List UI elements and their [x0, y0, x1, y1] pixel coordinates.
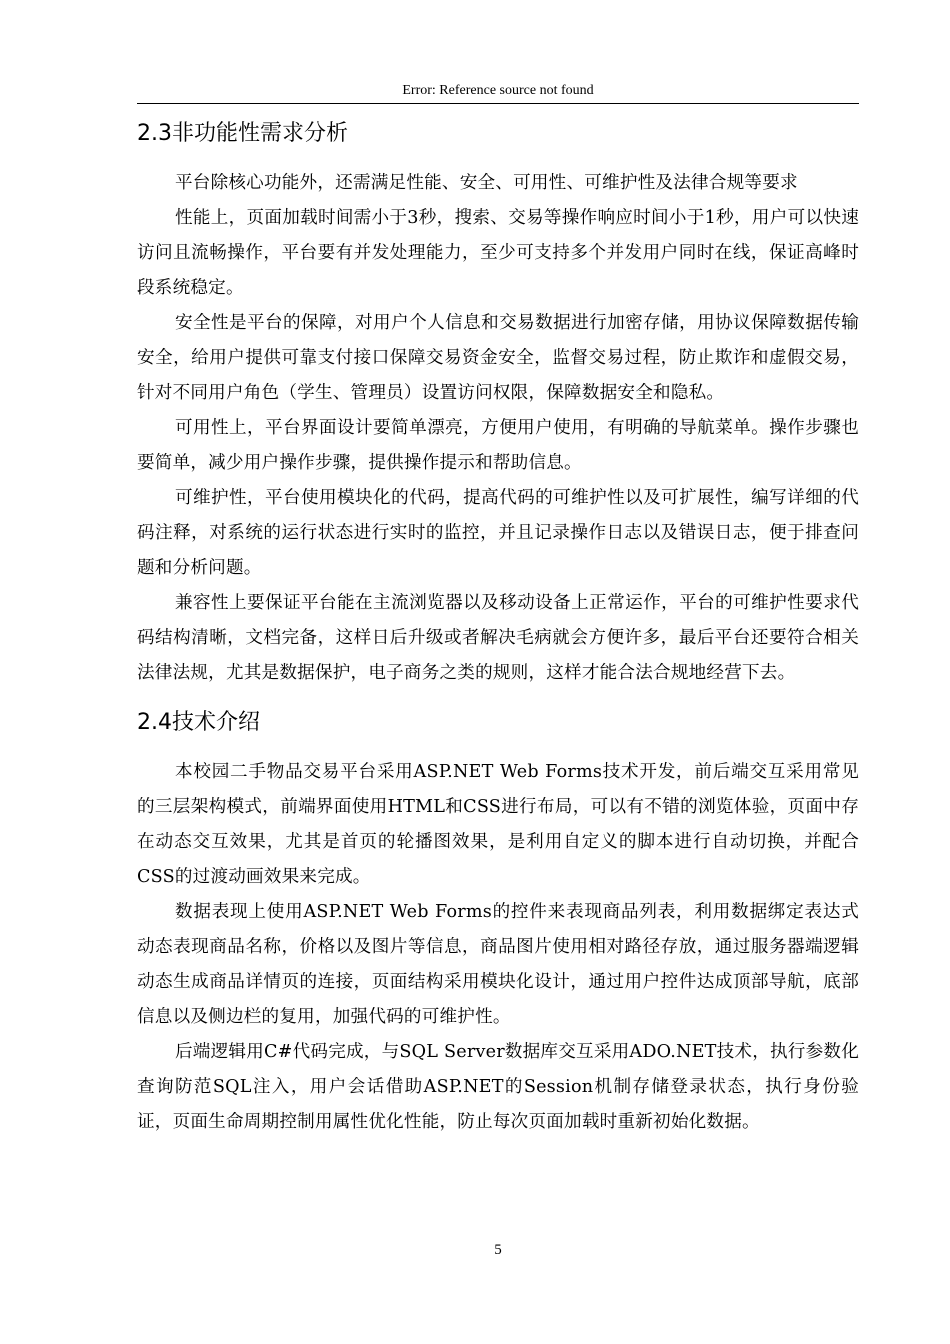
- paragraph: 可用性上，平台界面设计要简单漂亮，方便用户使用，有明确的导航菜单。操作步骤也要简单，减少用户操作步骤，提供操作提示和帮助信息。: [137, 418, 859, 473]
- header-rule: [137, 103, 859, 104]
- section-2-3: [137, 116, 859, 691]
- paragraph: 后端逻辑用C#代码完成，与SQL Server数据库交互采用ADO.NET技术，执行参数化查询防范SQL注入，用户会话借助ASP.NET的Session机制存储登录状态，执行身份验证，页面生命周期控制用属性优化性能，防止每次页面加载时重新初始化数据。: [137, 1042, 859, 1132]
- paragraph: 可维护性，平台使用模块化的代码，提高代码的可维护性以及可扩展性，编写详细的代码注释，对系统的运行状态进行实时的监控，并且记录操作日志以及错误日志，便于排查问题和分析问题。: [137, 488, 859, 578]
- section-heading: 2.4技术介绍: [137, 710, 260, 735]
- page-number: 5: [494, 1242, 502, 1258]
- paragraph: 安全性是平台的保障，对用户个人信息和交易数据进行加密存储，用协议保障数据传输安全，给用户提供可靠支付接口保障交易资金安全，监督交易过程，防止欺诈和虚假交易，针对不同用户角色（学生、管理员）设置访问权限，保障数据安全和隐私。: [137, 313, 859, 403]
- page-body: [137, 116, 859, 1140]
- paragraph: 本校园二手物品交易平台采用ASP.NET Web Forms技术开发，前后端交互采用常见的三层架构模式，前端界面使用HTML和CSS进行布局，可以有不错的浏览体验，页面中存在动态交互效果，尤其是首页的轮播图效果，是利用自定义的脚本进行自动切换，并配合CSS的过渡动画效果来完成。: [137, 762, 859, 887]
- paragraph: 兼容性上要保证平台能在主流浏览器以及移动设备上正常运作，平台的可维护性要求代码结构清晰，文档完备，这样日后升级或者解决毛病就会方便许多，最后平台还要符合相关法律法规，尤其是数据保护，电子商务之类的规则，这样才能合法合规地经营下去。: [137, 593, 859, 683]
- running-header: Error: Reference source not found: [402, 83, 594, 98]
- section-heading: 2.3非功能性需求分析: [137, 121, 348, 146]
- paragraph: 平台除核心功能外，还需满足性能、安全、可用性、可维护性及法律合规等要求: [175, 173, 798, 193]
- paragraph: 数据表现上使用ASP.NET Web Forms的控件来表现商品列表，利用数据绑定表达式动态表现商品名称，价格以及图片等信息，商品图片使用相对路径存放，通过服务器端逻辑动态生成商品详情页的连接，页面结构采用模块化设计，通过用户控件达成顶部导航，底部信息以及侧边栏的复用，加强代码的可维护性。: [137, 902, 859, 1027]
- section-2-4: [137, 705, 859, 1140]
- paragraph: 性能上，页面加载时间需小于3秒，搜索、交易等操作响应时间小于1秒，用户可以快速访问且流畅操作，平台要有并发处理能力，至少可支持多个并发用户同时在线，保证高峰时段系统稳定。: [137, 208, 859, 298]
